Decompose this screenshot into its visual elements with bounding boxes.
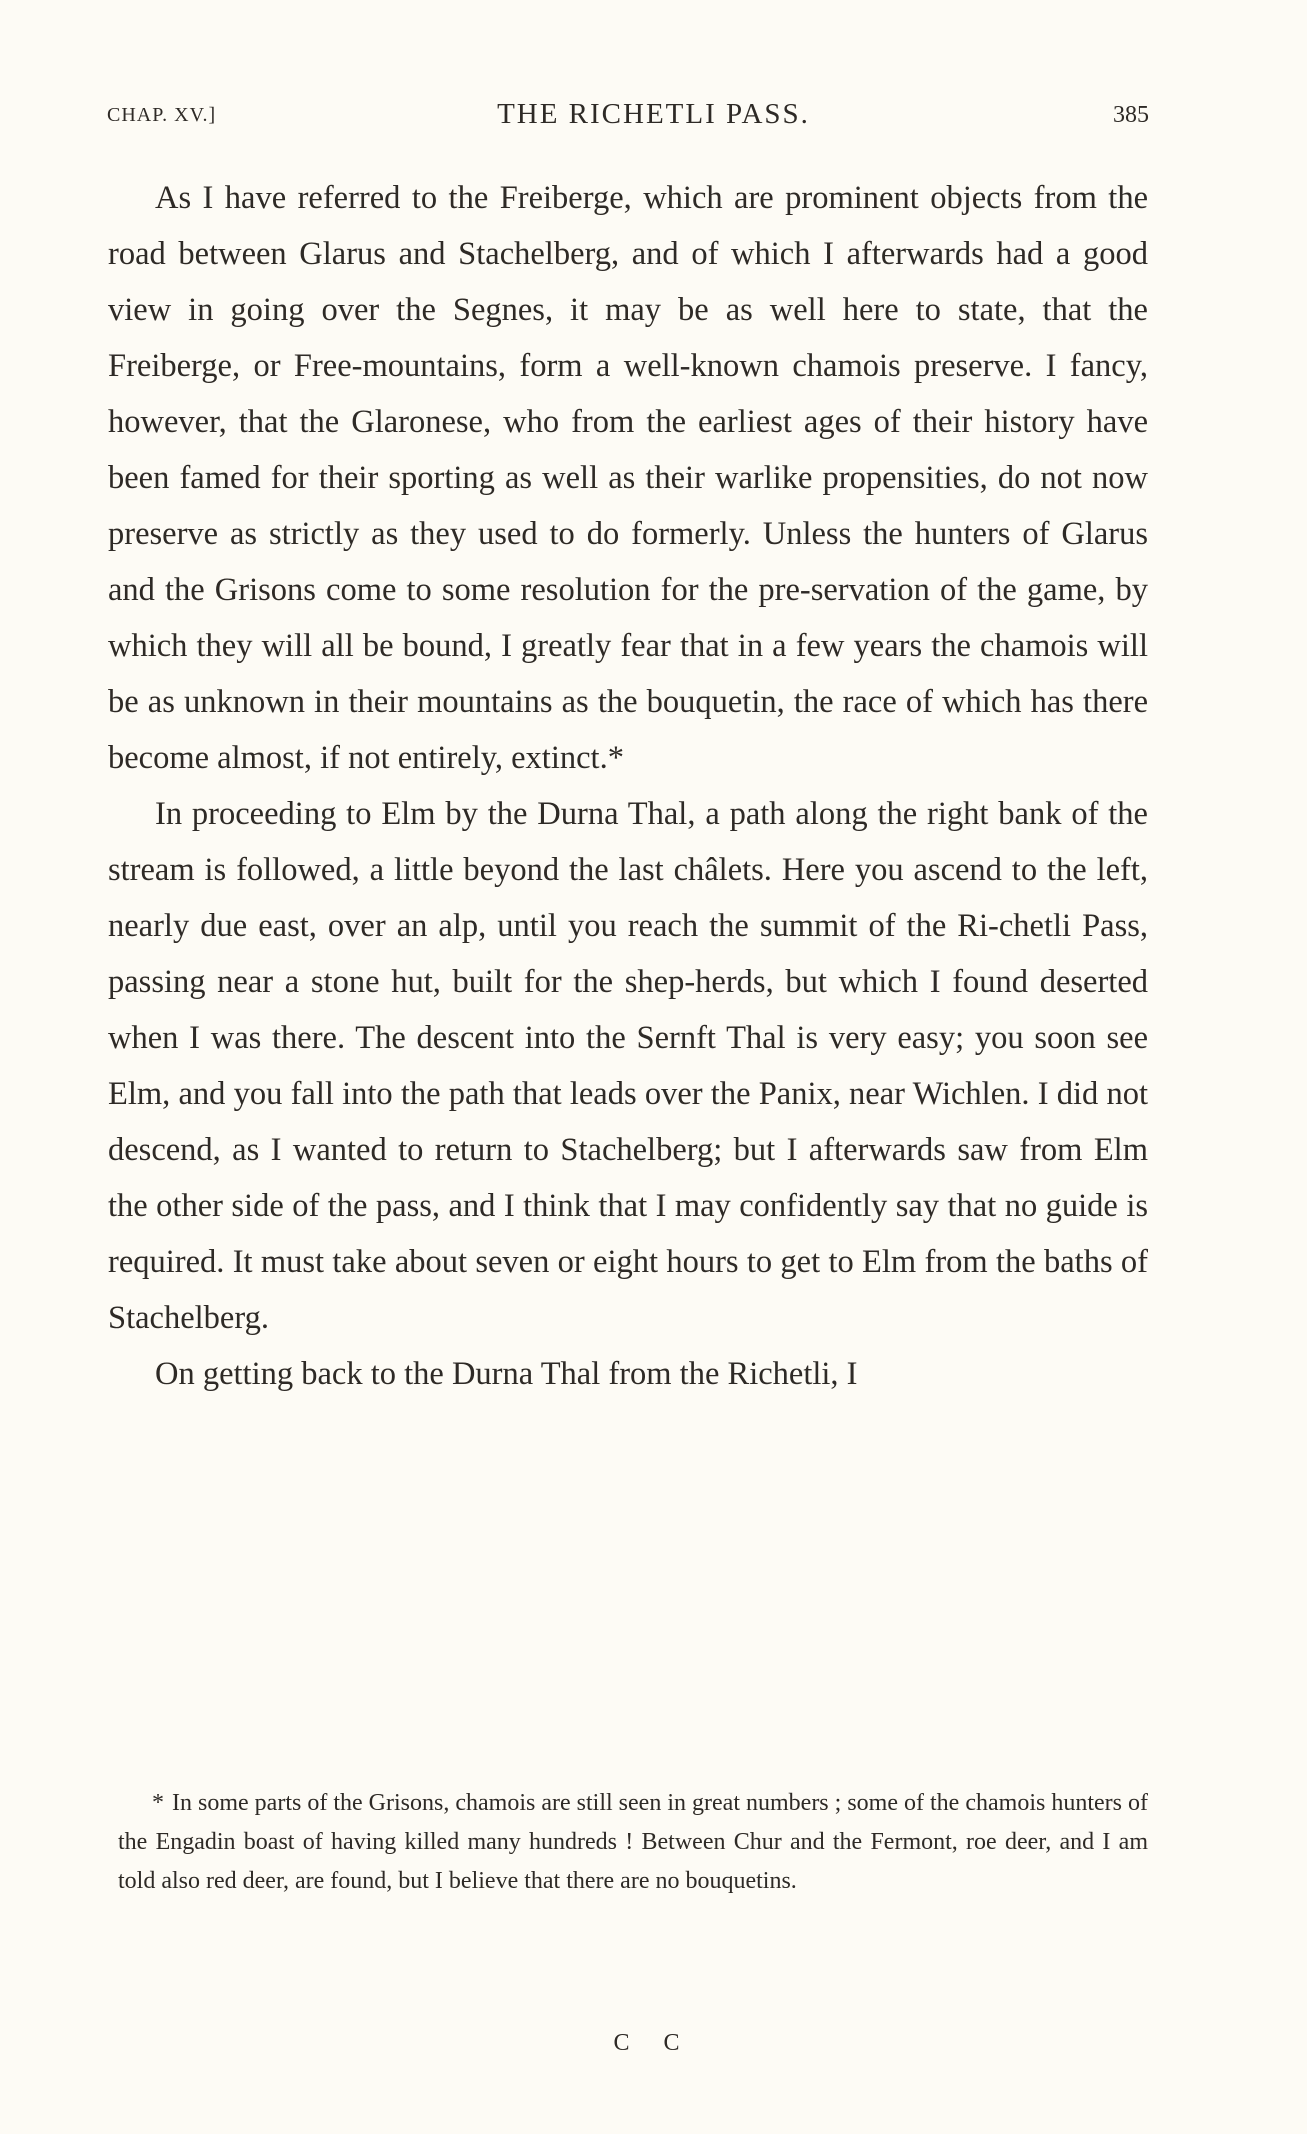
- paragraph-3: On getting back to the Durna Thal from the Richetli, I: [155, 1356, 858, 1392]
- footnote-text: In some parts of the Grisons, chamois are still seen in great numbers ; some of the chamois hunters of the Engadin boast of having killed many hundreds ! Between Chur and the Fermont, roe deer, and I am told also red deer, are found, but I believe that there are no bouquetins.: [118, 1790, 1148, 1894]
- footnote-marker: *: [152, 1790, 164, 1816]
- signature-mark: C C: [613, 2030, 694, 2056]
- footnote: [118, 1784, 1148, 1901]
- chapter-label: CHAP. XV.]: [107, 104, 217, 126]
- running-head: [0, 98, 1307, 138]
- paragraph-2: In proceeding to Elm by the Durna Thal, a path along the right bank of the stream is followed, a little beyond the last châlets. Here you ascend to the left, nearly due east, over an alp, until you reach the summit of the Ri-chetli Pass, passing near a stone hut, built for the shep-herds, but which I found deserted when I was there. The descent into the Sernft Thal is very easy; you soon see Elm, and you fall into the path that leads over the Panix, near Wichlen. I did not descend, as I wanted to return to Stachelberg; but I afterwards saw from Elm the other side of the pass, and I think that I may confidently say that no guide is required. It must take about seven or eight hours to get to Elm from the baths of Stachelberg.: [108, 796, 1148, 1336]
- main-text: [108, 170, 1148, 1402]
- page-title: THE RICHETLI PASS.: [497, 98, 810, 130]
- footnote-block: [118, 1784, 1148, 1901]
- page-number: 385: [1113, 102, 1149, 128]
- paragraph-1: As I have referred to the Freiberge, which are prominent objects from the road between Glarus and Stachelberg, and of which I afterwards had a good view in going over the Segnes, it may be as well here to state, that the Freiberge, or Free-mountains, form a well-known chamois preserve. I fancy, however, that the Glaronese, who from the earliest ages of their history have been famed for their sporting as well as their warlike propensities, do not now preserve as strictly as they used to do formerly. Unless the hunters of Glarus and the Grisons come to some resolution for the pre-servation of the game, by which they will all be bound, I greatly fear that in a few years the chamois will be as unknown in their mountains as the bouquetin, the race of which has there become almost, if not entirely, extinct.*: [108, 180, 1148, 776]
